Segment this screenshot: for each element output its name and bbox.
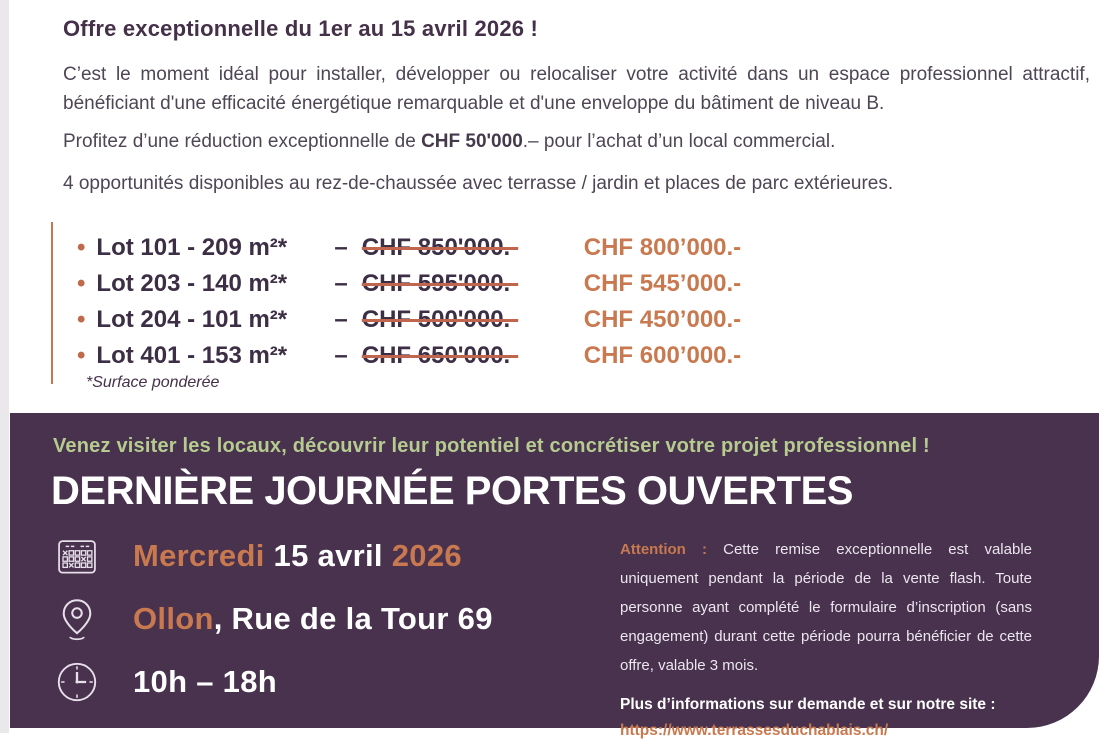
availability-paragraph: 4 opportunités disponibles au rez-de-chaussée avec terrasse / jardin et places de parc extérieures. — [63, 173, 894, 194]
lot-separator: – — [334, 234, 348, 261]
location-city: Ollon — [133, 601, 214, 636]
page-edge-strip — [0, 0, 9, 733]
event-details — [53, 531, 593, 707]
website-link[interactable]: https://www.terrassesduchablais.ch/ — [620, 722, 889, 739]
lot-old-price: CHF 850'000.- — [361, 234, 519, 261]
lot-label: Lot 203 - 140 m²* — [96, 270, 288, 297]
lot-new-price: CHF 600’000.- — [583, 342, 742, 369]
promo-prefix: Profitez d’une réduction exceptionnelle de — [63, 131, 422, 152]
notice-column — [620, 535, 1032, 740]
lot-new-price: CHF 545’000.- — [583, 270, 742, 297]
notice-label: Attention : — [620, 541, 707, 558]
banner-heading: DERNIÈRE JOURNÉE PORTES OUVERTES — [51, 469, 853, 513]
lot-label: Lot 401 - 153 m²* — [96, 342, 288, 369]
lot-separator: – — [334, 306, 348, 333]
surface-footnote: *Surface ponderée — [86, 374, 220, 391]
promo-paragraph — [63, 131, 1090, 153]
intro-paragraph: C’est le moment idéal pour installer, développer ou relocaliser votre activité dans un espace professionnel attractif, bénéficiant d'une efficacité énergétique remarquable et d'une enveloppe du bâtiment de niveau B. — [63, 64, 1090, 114]
lot-old-price: CHF 500'000.- — [361, 306, 519, 333]
promo-amount: CHF 50'000 — [421, 131, 523, 152]
location-street: , Rue de la Tour 69 — [213, 601, 493, 636]
event-hours-row — [53, 657, 593, 707]
clock-icon — [53, 659, 101, 705]
date-day: 15 avril — [273, 538, 392, 573]
lots-list — [51, 222, 741, 384]
event-hours: 10h – 18h — [133, 664, 278, 699]
lot-separator: – — [334, 270, 348, 297]
notice-paragraph — [620, 535, 1032, 680]
bullet-icon: • — [77, 270, 86, 297]
calendar-icon — [53, 535, 101, 577]
lot-new-price: CHF 450’000.- — [583, 306, 742, 333]
lot-old-price: CHF 650'000.- — [361, 342, 519, 369]
lot-row — [77, 302, 741, 338]
notice-text: Cette remise exceptionnelle est valable uniquement pendant la période de la vente flash. Toute personne ayant complété le formulaire d’inscription (sans engagement) durant cette période pourra bénéficier de cette offre, valable 3 mois. — [620, 541, 1032, 674]
event-date — [133, 538, 462, 574]
lot-row — [77, 338, 741, 374]
date-weekday: Mercredi — [133, 538, 274, 573]
date-year: 2026 — [391, 538, 462, 573]
event-date-row — [53, 531, 593, 581]
lot-row — [77, 230, 741, 266]
page-title: Offre exceptionnelle du 1er au 15 avril 2026 ! — [63, 16, 539, 41]
bullet-icon: • — [77, 306, 86, 333]
more-info-text: Plus d’informations sur demande et sur notre site : — [620, 696, 996, 713]
banner-tagline: Venez visiter les locaux, découvrir leur potentiel et concrétiser votre projet professionnel ! — [53, 435, 930, 457]
lot-row — [77, 266, 741, 302]
lot-new-price: CHF 800’000.- — [583, 234, 742, 261]
lot-old-price: CHF 595'000.- — [361, 270, 519, 297]
lot-separator: – — [334, 342, 348, 369]
bullet-icon: • — [77, 234, 86, 261]
lot-label: Lot 204 - 101 m²* — [96, 306, 288, 333]
lot-label: Lot 101 - 209 m²* — [96, 234, 288, 261]
bullet-icon: • — [77, 342, 86, 369]
event-location — [133, 601, 493, 637]
promo-suffix: .– pour l’achat d’un local commercial. — [522, 131, 836, 152]
open-day-banner — [10, 413, 1099, 739]
location-pin-icon — [53, 596, 101, 642]
event-location-row — [53, 594, 593, 644]
